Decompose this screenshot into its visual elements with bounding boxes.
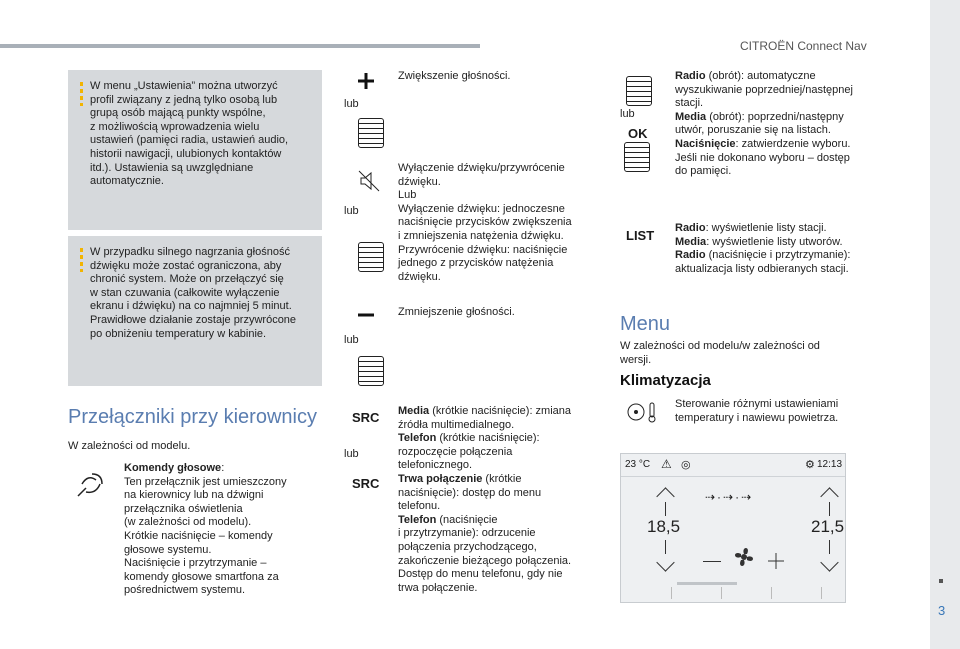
mute-text: Wyłączenie dźwięku/przywrócenie dźwięku. Lub Wyłączenie dźwięku: jednoczesne naciśnięcie przycisków zwiększenia i zmniejszenia natężenia dźwięku. Przywrócenie dźwięku: naciśnięcie jednego z przycisków natężenia dźwięku. [398,162,572,283]
or-label: lub [344,98,359,110]
note-icon [80,248,83,272]
screen-tab-divider [671,587,672,599]
section-title: Przełączniki przy kierownicy [68,406,317,428]
menu-title: Menu [620,313,671,335]
section-intro: W zależności od modelu. [68,440,191,452]
outside-temperature: 23 °C [625,459,651,470]
scroll-wheel-icon [358,118,384,148]
running-header: CITROËN Connect Nav [740,39,867,53]
src-button-label: SRC [352,410,380,425]
climate-screen [620,453,846,603]
volume-up-text: Zwiększenie głośności. [398,70,511,82]
scroll-wheel-icon [626,76,652,106]
voice-command-text: Komendy głosowe: Ten przełącznik jest umieszczony na kierownicy lub na dźwigni przełącznika oświetlenia (w zależności od modelu). Krótkie naciśnięcie – komendy głosowe systemu. Naciśnięcie i przytrzymanie – komendy głosowe smartfona za pośrednictwem systemu. [124,462,287,597]
note-icon [80,82,83,106]
settings-icon: ⚙ [805,459,815,471]
list-description: Radio: wyświetlenie listy stacji. Media: wyświetlenie listy utworów. Radio (naciśnięcie i przytrzymanie): aktualizacja listy odbieranych stacji. [675,222,851,275]
scroll-wheel-icon [358,356,384,386]
volume-down-text: Zmniejszenie głośności. [398,306,515,318]
scroll-wheel-icon [358,242,384,272]
screen-tab-divider [721,587,722,599]
screen-tab-divider [771,587,772,599]
fan-plus-icon[interactable] [767,552,785,570]
src-description: Media (krótkie naciśnięcie): zmiana źródła multimedialnego. Telefon (krótkie naciśnięcie): rozpoczęcie połączenia telefonicznego. Trwa połączenie (krótkie naciśnięcie): dostęp do menu telefonu. Telefon (naciśnięcie i przytrzymanie): odrzucenie połączenia przychodzącego, zakończenie bieżącego połączenia. Dostęp do menu telefonu, gdy nie trwa połączenie. [398,405,572,594]
page-marker [939,579,943,583]
screen-tab-divider [821,587,822,599]
divider [829,540,830,554]
fan-icon [731,544,757,570]
climate-text: Sterowanie różnymi ustawieniami temperatury i nawiewu powietrza. [675,398,839,424]
radio-description: Radio (obrót): automatyczne wyszukiwanie poprzedniej/następnej stacji. Media (obrót): poprzedni/następny utwór, poruszanie się na listach. Naciśnięcie: zatwierdzenie wyboru. Jeśli nie dokonano wyboru – dostęp do pamięci. [675,70,853,178]
page-number: 3 [938,603,946,618]
screen-tab-indicator [677,582,737,585]
minus-icon [357,312,375,318]
scroll-wheel-icon [624,142,650,172]
left-temperature: 18,5 [647,517,681,536]
divider [665,540,666,554]
info-note-text: W menu „Ustawienia” można utworzyć profil związany z jedną tylko osobą lub grupą osób mającą punkty wspólne, z możliwością wprowadzenia wielu ustawień (pamięci radia, ustawień audio, historii nawigacji, ulubionych kontaktów itd.). Ustawienia są uwzględniane automatycznie. [90,80,289,188]
info-note-text: W przypadku silnego nagrzania głośność dźwięku może zostać ograniczona, aby chronić system. Może on przełączyć się w stan czuwania (całkowite wyłączenie ekranu i dźwięku) na co najmniej 5 minut. Prawidłowe działanie zostaje przywrócone po obniżeniu temperatury w kabinie. [90,246,297,340]
page-side-margin [930,0,960,649]
left-temp-down-icon[interactable] [656,553,674,571]
or-label: lub [620,108,635,120]
menu-intro: W zależności od modelu/w zależności od wersji. [620,340,820,366]
plus-icon [357,72,375,90]
warning-icon: ⚠ [661,457,672,471]
ok-button-label: OK [628,126,648,141]
or-label: lub [344,205,359,217]
right-temp-down-icon[interactable] [820,553,838,571]
climate-title: Klimatyzacja [620,372,711,389]
divider [665,502,666,516]
top-rule [0,44,480,48]
clock: 12:13 [817,459,843,470]
info-note-2 [68,236,322,386]
screen-status-bar [621,454,845,477]
voice-command-icon [74,470,108,500]
fan-minus-icon[interactable] [703,561,721,562]
divider [829,502,830,516]
mute-icon [358,170,380,192]
airflow-icons[interactable]: ⇢·⇢·⇢ [705,490,754,504]
info-note-1 [68,70,322,230]
or-label: lub [344,448,359,460]
climate-icon [626,400,658,424]
right-temperature: 21,5 [811,517,845,536]
list-button-label: LIST [626,228,655,243]
or-label: lub [344,334,359,346]
location-icon: ◎ [681,459,691,471]
src-button-label-2: SRC [352,476,380,491]
